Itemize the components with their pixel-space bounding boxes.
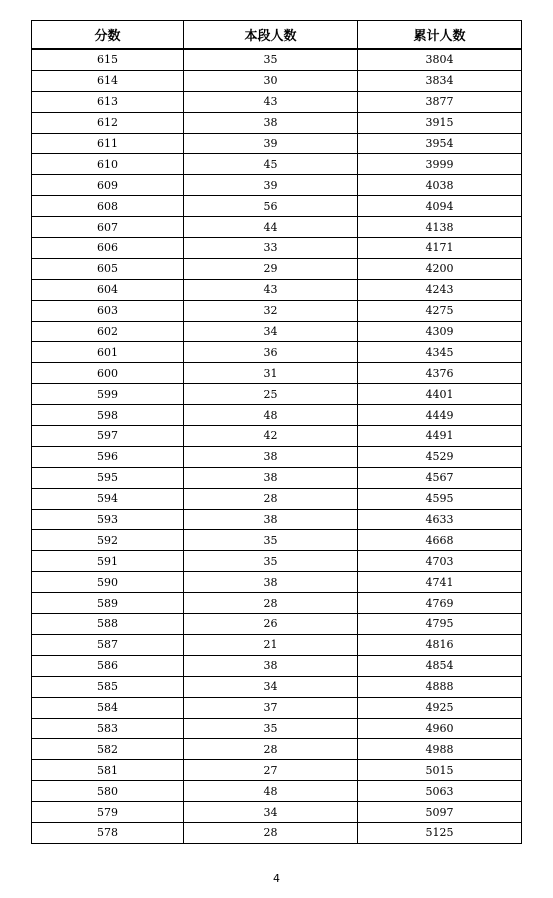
score-cell: 593 [32,509,184,530]
score-cell: 611 [32,133,184,154]
score-cell: 601 [32,342,184,363]
table-row [32,593,522,614]
segment-count-cell: 37 [184,697,358,718]
cumulative-count-cell: 4925 [358,697,522,718]
cumulative-count-cell: 4376 [358,363,522,384]
cumulative-count-cell: 4309 [358,321,522,342]
segment-count-cell: 26 [184,614,358,635]
segment-count-cell: 56 [184,196,358,217]
cumulative-count-cell: 4816 [358,634,522,655]
score-cell: 578 [32,822,184,843]
segment-count-cell: 43 [184,91,358,112]
score-cell: 584 [32,697,184,718]
score-cell: 583 [32,718,184,739]
segment-count-cell: 28 [184,593,358,614]
table-row [32,91,522,112]
table-row [32,217,522,238]
table-row [32,760,522,781]
cumulative-count-cell: 4200 [358,258,522,279]
score-cell: 604 [32,279,184,300]
segment-count-cell: 21 [184,634,358,655]
cumulative-count-cell: 4960 [358,718,522,739]
segment-count-cell: 30 [184,70,358,91]
segment-count-cell: 34 [184,802,358,823]
segment-count-cell: 36 [184,342,358,363]
cumulative-count-cell: 4243 [358,279,522,300]
segment-count-cell: 29 [184,258,358,279]
score-cell: 586 [32,655,184,676]
table-row [32,70,522,91]
score-cell: 590 [32,572,184,593]
header-cumulative-count: 累计人数 [358,21,522,50]
segment-count-cell: 33 [184,238,358,259]
segment-count-cell: 44 [184,217,358,238]
score-cell: 585 [32,676,184,697]
table-row [32,802,522,823]
segment-count-cell: 38 [184,572,358,593]
table-row [32,258,522,279]
segment-count-cell: 48 [184,781,358,802]
segment-count-cell: 27 [184,760,358,781]
segment-count-cell: 25 [184,384,358,405]
table-row [32,426,522,447]
segment-count-cell: 34 [184,321,358,342]
header-segment-count: 本段人数 [184,21,358,50]
segment-count-cell: 35 [184,49,358,70]
table-row [32,467,522,488]
table-row [32,697,522,718]
table-body [32,49,522,843]
table-row [32,154,522,175]
table-row [32,718,522,739]
score-cell: 588 [32,614,184,635]
score-cell: 610 [32,154,184,175]
segment-count-cell: 31 [184,363,358,384]
table-row [32,781,522,802]
header-score: 分数 [32,21,184,50]
score-cell: 615 [32,49,184,70]
cumulative-count-cell: 4595 [358,488,522,509]
cumulative-count-cell: 4094 [358,196,522,217]
segment-count-cell: 28 [184,822,358,843]
table-row [32,551,522,572]
score-cell: 605 [32,258,184,279]
table-row [32,112,522,133]
score-cell: 609 [32,175,184,196]
table-row [32,175,522,196]
cumulative-count-cell: 3877 [358,91,522,112]
score-cell: 581 [32,760,184,781]
cumulative-count-cell: 4888 [358,676,522,697]
segment-count-cell: 48 [184,405,358,426]
score-cell: 596 [32,446,184,467]
table-row [32,279,522,300]
cumulative-count-cell: 4703 [358,551,522,572]
cumulative-count-cell: 5015 [358,760,522,781]
cumulative-count-cell: 4795 [358,614,522,635]
segment-count-cell: 32 [184,300,358,321]
cumulative-count-cell: 3999 [358,154,522,175]
cumulative-count-cell: 4449 [358,405,522,426]
score-cell: 579 [32,802,184,823]
cumulative-count-cell: 4138 [358,217,522,238]
table-row [32,133,522,154]
table-row [32,634,522,655]
cumulative-count-cell: 3804 [358,49,522,70]
table-header [32,21,522,50]
segment-count-cell: 28 [184,488,358,509]
cumulative-count-cell: 5063 [358,781,522,802]
table-row [32,676,522,697]
score-cell: 595 [32,467,184,488]
table-row [32,238,522,259]
cumulative-count-cell: 5125 [358,822,522,843]
table-row [32,405,522,426]
table-row [32,509,522,530]
cumulative-count-cell: 4567 [358,467,522,488]
segment-count-cell: 45 [184,154,358,175]
score-cell: 607 [32,217,184,238]
segment-count-cell: 38 [184,446,358,467]
segment-count-cell: 35 [184,530,358,551]
cumulative-count-cell: 4633 [358,509,522,530]
cumulative-count-cell: 4171 [358,238,522,259]
segment-count-cell: 35 [184,718,358,739]
cumulative-count-cell: 4854 [358,655,522,676]
score-cell: 613 [32,91,184,112]
score-cell: 608 [32,196,184,217]
table-row [32,321,522,342]
score-cell: 582 [32,739,184,760]
score-cell: 598 [32,405,184,426]
segment-count-cell: 38 [184,112,358,133]
segment-count-cell: 38 [184,467,358,488]
segment-count-cell: 39 [184,175,358,196]
score-cell: 591 [32,551,184,572]
table-row [32,655,522,676]
table-row [32,530,522,551]
score-cell: 614 [32,70,184,91]
table-row [32,196,522,217]
score-cell: 612 [32,112,184,133]
cumulative-count-cell: 4345 [358,342,522,363]
score-cell: 597 [32,426,184,447]
segment-count-cell: 28 [184,739,358,760]
cumulative-count-cell: 4401 [358,384,522,405]
score-cell: 592 [32,530,184,551]
cumulative-count-cell: 3915 [358,112,522,133]
table-row [32,384,522,405]
score-cell: 603 [32,300,184,321]
cumulative-count-cell: 4988 [358,739,522,760]
table-row [32,342,522,363]
score-distribution-table [31,20,522,844]
cumulative-count-cell: 4038 [358,175,522,196]
score-cell: 600 [32,363,184,384]
cumulative-count-cell: 4275 [358,300,522,321]
table-row [32,363,522,384]
segment-count-cell: 34 [184,676,358,697]
score-cell: 589 [32,593,184,614]
cumulative-count-cell: 4668 [358,530,522,551]
segment-count-cell: 38 [184,509,358,530]
segment-count-cell: 42 [184,426,358,447]
table-row [32,446,522,467]
score-cell: 580 [32,781,184,802]
table-row [32,822,522,843]
table-row [32,739,522,760]
cumulative-count-cell: 4741 [358,572,522,593]
score-cell: 602 [32,321,184,342]
cumulative-count-cell: 5097 [358,802,522,823]
segment-count-cell: 43 [184,279,358,300]
segment-count-cell: 39 [184,133,358,154]
segment-count-cell: 38 [184,655,358,676]
cumulative-count-cell: 4491 [358,426,522,447]
table-row [32,488,522,509]
score-cell: 599 [32,384,184,405]
table-row [32,49,522,70]
cumulative-count-cell: 4529 [358,446,522,467]
score-cell: 594 [32,488,184,509]
score-cell: 587 [32,634,184,655]
cumulative-count-cell: 4769 [358,593,522,614]
page-number: 4 [273,872,280,885]
header-row [32,21,522,50]
table-row [32,614,522,635]
score-cell: 606 [32,238,184,259]
table-row [32,572,522,593]
cumulative-count-cell: 3954 [358,133,522,154]
cumulative-count-cell: 3834 [358,70,522,91]
segment-count-cell: 35 [184,551,358,572]
table-row [32,300,522,321]
